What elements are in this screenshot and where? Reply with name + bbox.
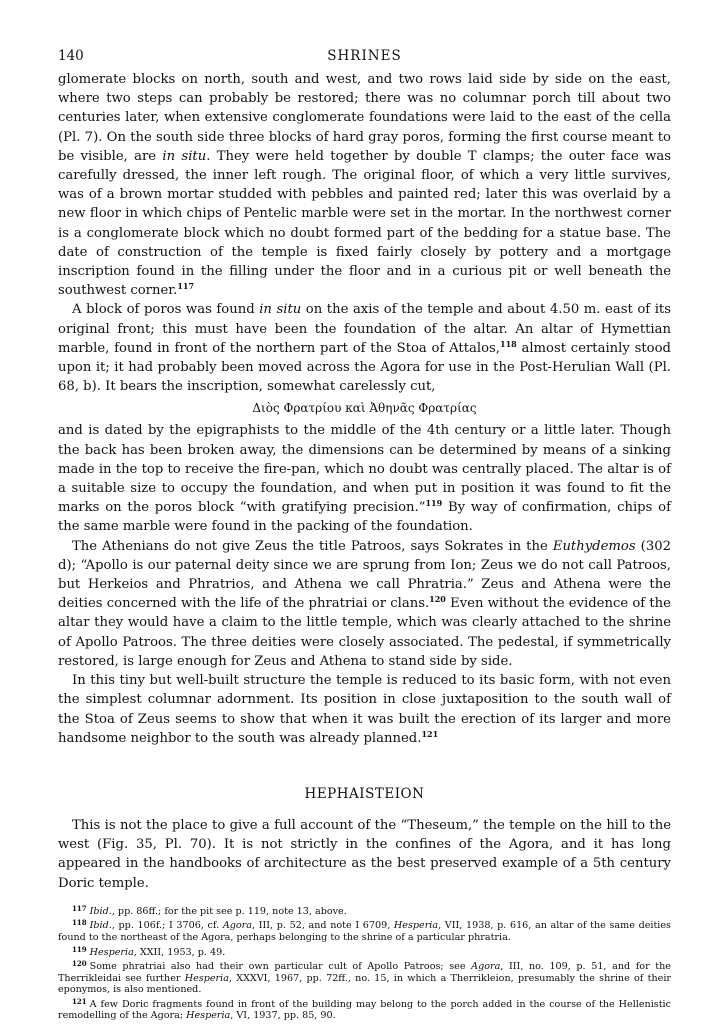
footnote-117: $^{117}$ Ibid., pp. 86ff.; for the pit see p. 119, note 13, above. [72,903,347,917]
footnote-121: $^{121}$ A few Doric fragments found in front of the building may belong to the porch added in the course of the Hellenistic remodelling of the Agora; Hesperia, VI, 1937, pp. 85, 90. [58,996,671,1022]
section-heading: HEPHAISTEION [304,785,425,802]
footnote-119: $^{119}$ Hesperia, XXII, 1953, p. 49. [72,944,226,958]
book-page [58,48,671,1022]
paragraph-1: glomerate blocks on north, south and west, and two rows laid side by side on the east, where two steps can probably be restored; there was no columnar porch till about two centuries later, when extensive conglomerate foundations were laid to the east of the cella (Pl. 7). On the south side three blocks of hard gray poros, forming the first course meant to be visible, are in situ. They were held together by double T clamps; the outer face was carefully dressed, the inner left rough. The original floor, of which a very little survives, was of a brown mortar studded with pebbles and painted red; later this was overlaid by a new floor in which chips of Pentelic marble were set in the mortar. In the northwest corner is a conglomerate block which no doubt formed part of the bedding for a statue base. The date of construction of the temple is fixed fairly closely by pottery and a mortgage inscription found in the filling under the floor and in a curious pit or well beneath the southwest corner.$^{117}$ [58,72,671,299]
paragraph-5: In this tiny but well-built structure the temple is reduced to its basic form, with not even the simplest columnar adornment. Its position in close juxtaposition to the south wall of the Stoa of Zeus seems to show that when it was built the erection of its larger and more handsome neighbor to the south was already planned.$^{121}$ [58,673,671,746]
paragraph-6: This is not the place to give a full account of the “Theseum,” the temple on the hill to the west (Fig. 35, Pl. 70). It is not strictly in the confines of the Agora, and it has long appeared in the handbooks of architecture as the best preserved example of a 5th century Doric temple. [58,817,671,891]
greek-inscription: Διὸς Φρατρίου καὶ Ἀθηνᾶς Φρατρίας [252,401,477,416]
footnote-ref-118[interactable]: 118 [500,338,517,349]
footnote-ref-119[interactable]: 119 [425,498,443,509]
paragraph-3: and is dated by the epigraphists to the middle of the 4th century or a little later. Though the back has been broken away, the dimensions can be determined by means of a sinking made in the top to receive the fire-pan, which no doubt was centrally placed. The altar is of a suitable size to occupy the foundation, and when put in position it was found to fit the marks on the poros block “with gratifying precision.”$^{119}$ By way of confirmation, chips of the same marble were found in the packing of the foundation. [58,423,671,535]
running-title: SHRINES [327,48,402,64]
footnote-ref-117[interactable]: 117 [177,281,195,292]
paragraph-4: The Athenians do not give Zeus the title Patroos, says Sokrates in the Euthydemos (302 d); “Apollo is our paternal deity since we are sprung from Ion; Zeus we do not call Patroos, but Herkeios and Phratrios, and Athena we call Phratria.” Zeus and Athena were the deities concerned with the life of the phratriai or clans.$^{120}$ Even without the evidence of the altar they would have a claim to the little temple, which was clearly attached to the shrine of Apollo Patroos. The three deities were closely associated. The pedestal, if symmetrically restored, is large enough for Zeus and Athena to stand side by side. [58,538,671,669]
footnote-ref-120[interactable]: 120 [429,594,446,605]
footnote-118: $^{118}$ Ibid., pp. 106f.; I 3706, cf. Agora, III, p. 52, and note I 6709, Hesperia, VII, 1938, p. 616, an altar of the same deities found to the northeast of the Agora, perhaps belonging to the shrine of a particular phratria. [58,918,671,943]
page-header [58,48,671,70]
footnote-ref-121[interactable]: 121 [421,728,439,739]
page-number: 140 [58,48,84,64]
footnote-120: $^{120}$ Some phratriai also had their own particular cult of Apollo Patroos; see Agora, III, no. 109, p. 51, and for the Therrikleidai see further Hesperia, XXXVI, 1967, pp. 72ff., no. 15, in which a Therrikleion, presumably the shrine of their eponymos, is also mentioned. [58,959,671,996]
footnotes [58,903,671,1022]
paragraph-2: A block of poros was found in situ on the axis of the temple and about 4.50 m. east of its original front; this must have been the foundation of the altar. An altar of Hymettian marble, found in front of the northern part of the Stoa of Attalos,$^{118}$ almost certainly stood upon it; it had probably been moved across the Agora for use in the Post-Herulian Wall (Pl. 68, b). It bears the inscription, somewhat carelessly cut, [58,302,671,395]
